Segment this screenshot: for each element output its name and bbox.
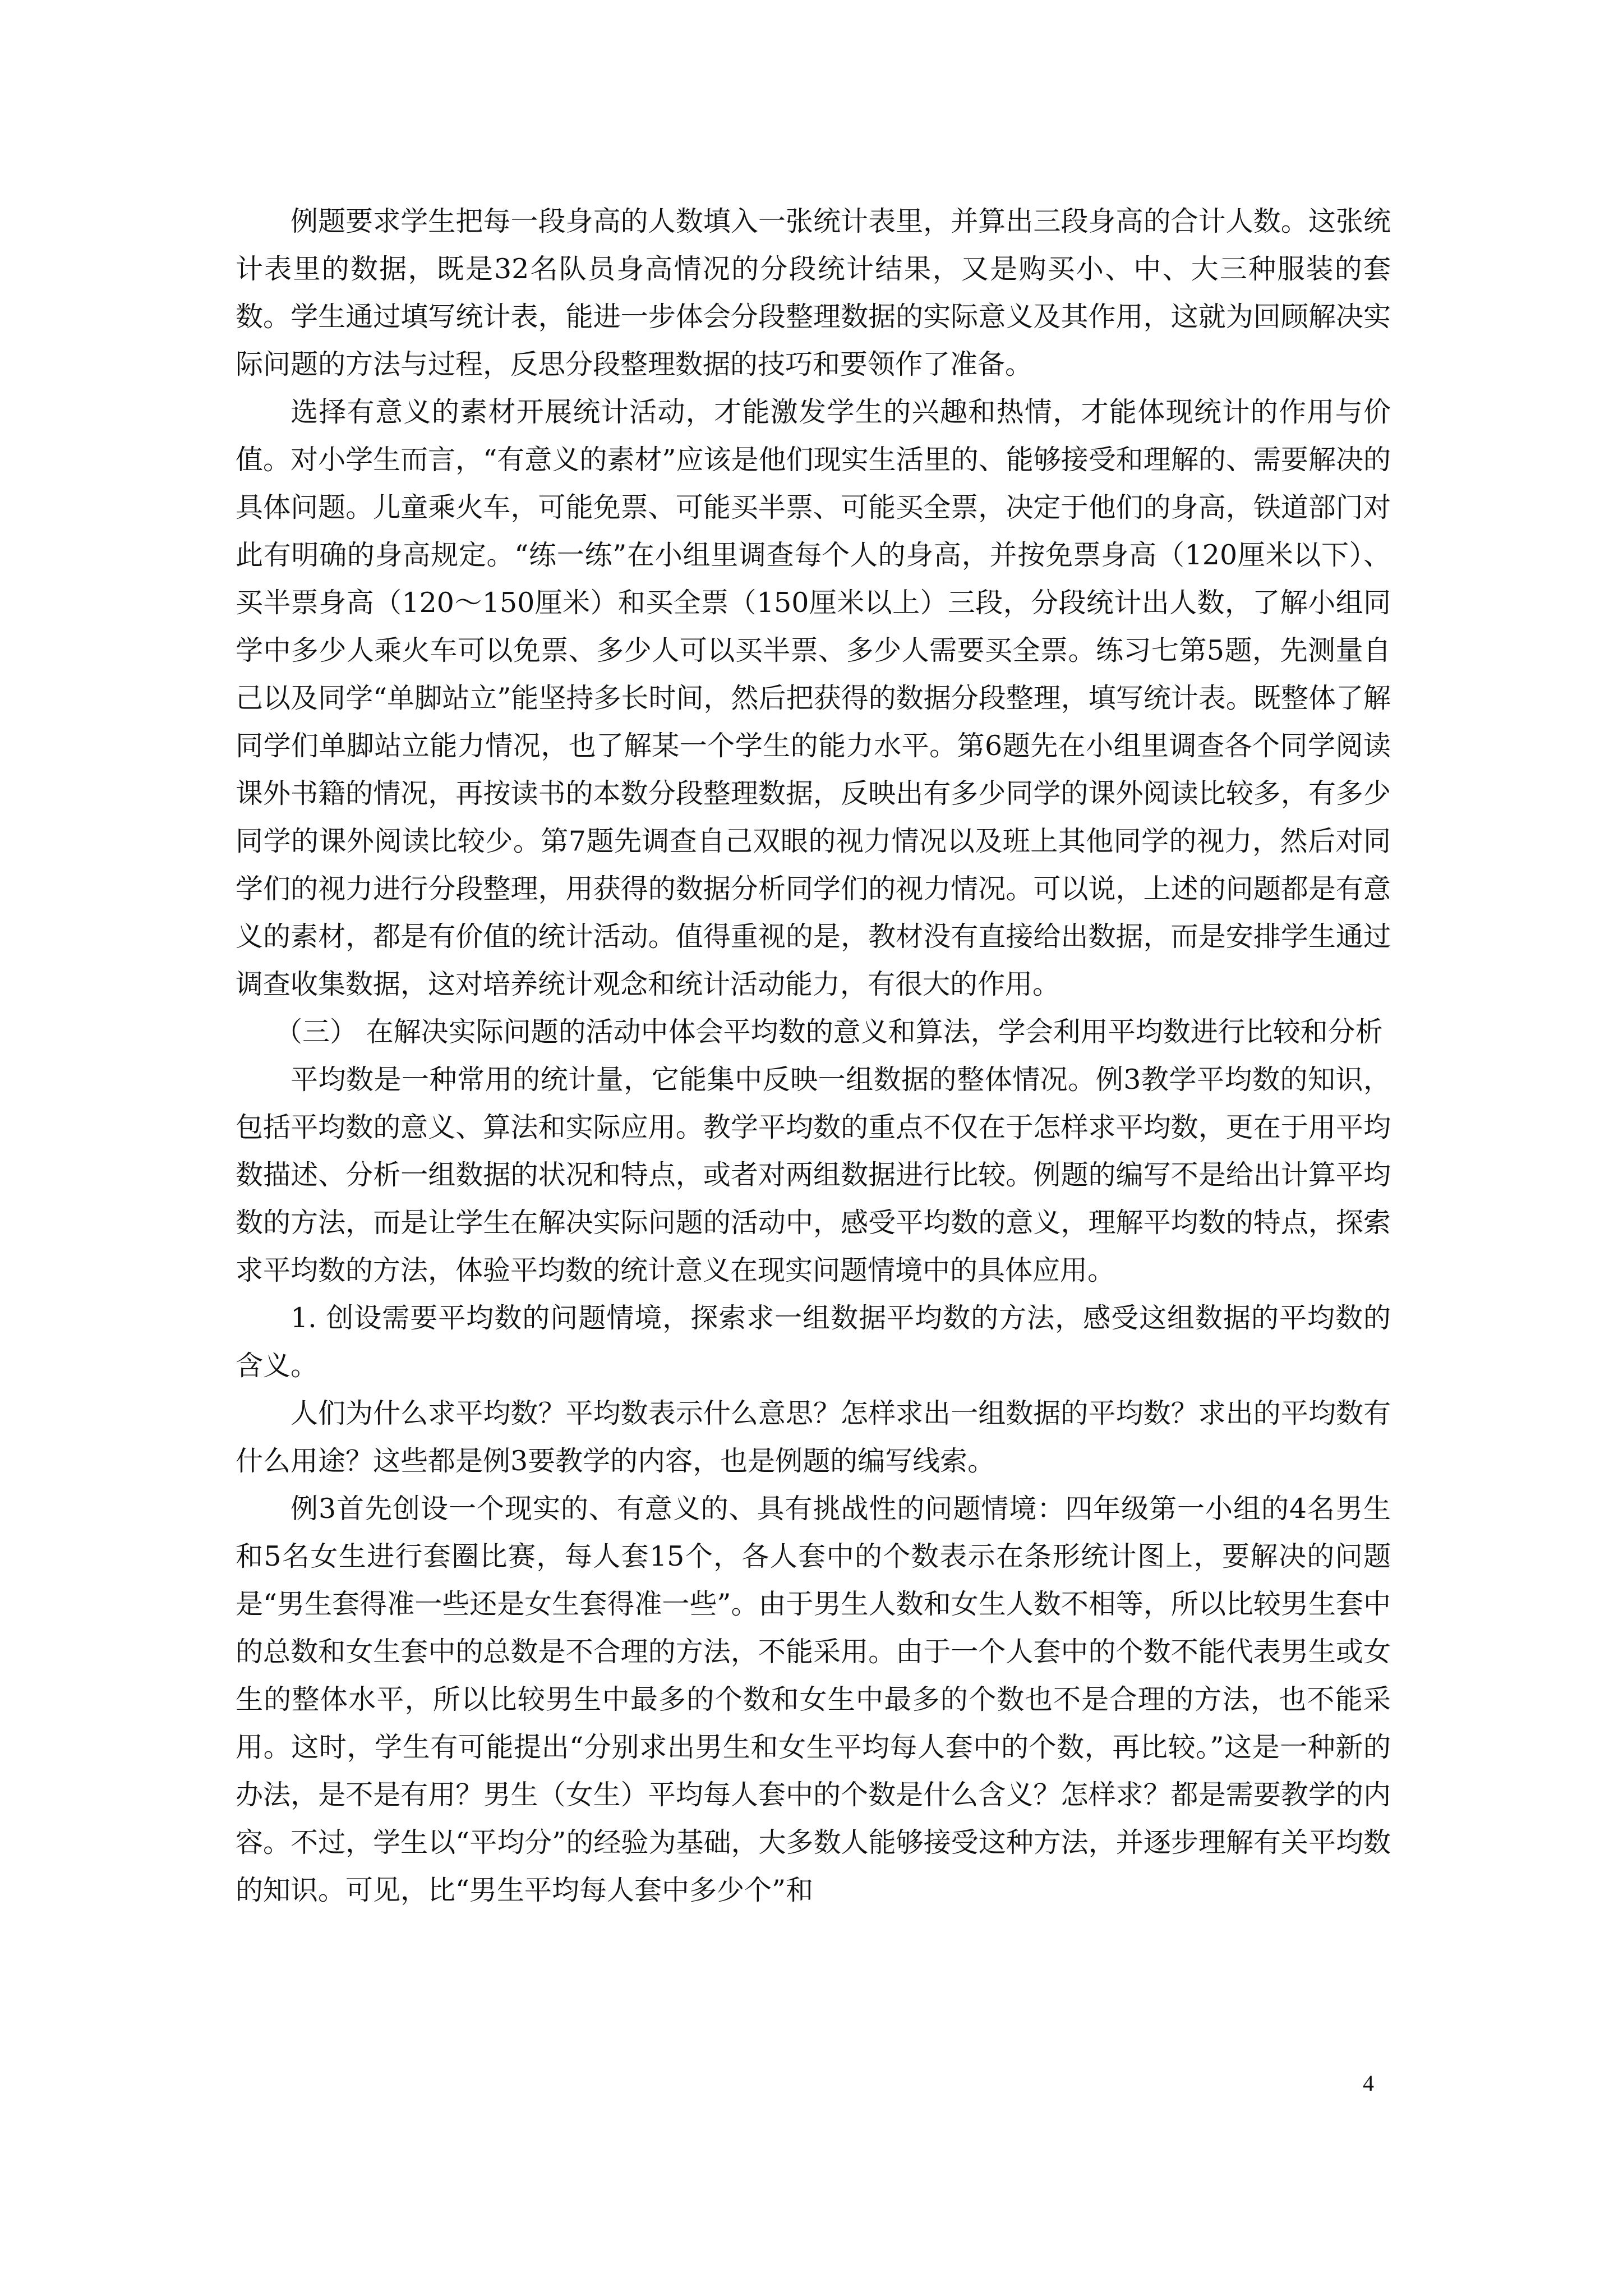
paragraph-average-intro: 平均数是一种常用的统计量，它能集中反映一组数据的整体情况。例3教学平均数的知识，包括平均数的意义、算法和实际应用。教学平均数的重点不仅在于怎样求平均数，更在于用平均数描述、分析一组数据的状况和特点，或者对两组数据进行比较。例题的编写不是给出计算平均数的方法，而是让学生在解决实际问题的活动中，感受平均数的意义，理解平均数的特点，探索求平均数的方法，体验平均数的统计意义在现实问题情境中的具体应用。 [236, 1064, 1391, 1286]
paragraph-example-3: 例3首先创设一个现实的、有意义的、具有挑战性的问题情境：四年级第一小组的4名男生和5名女生进行套圈比赛，每人套15个，各人套中的个数表示在条形统计图上，要解决的问题是“男生套得准一些还是女生套得准一些”。由于男生人数和女生人数不相等，所以比较男生套中的总数和女生套中的总数是不合理的方法，不能采用。由于一个人套中的个数不能代表男生或女生的整体水平，所以比较男生中最多的个数和女生中最多的个数也不是合理的方法，也不能采用。这时，学生有可能提出“分别求出男生和女生平均每人套中的个数，再比较。”这是一种新的办法，是不是有用？男生（女生）平均每人套中的个数是什么含义？怎样求？都是需要教学的内容。不过，学生以“平均分”的经验为基础，大多数人能够接受这种方法，并逐步理解有关平均数的知识。可见，比“男生平均每人套中多少个”和 [236, 1493, 1391, 1906]
page-number: 4 [1363, 2070, 1374, 2096]
paragraph-statistics-table: 例题要求学生把每一段身高的人数填入一张统计表里，并算出三段身高的合计人数。这张统计表里的数据，既是32名队员身高情况的分段统计结果，又是购买小、中、大三种服装的套数。学生通过填写统计表，能进一步体会分段整理数据的实际意义及其作用，这就为回顾解决实际问题的方法与过程，反思分段整理数据的技巧和要领作了准备。 [236, 205, 1391, 380]
section-heading-three: （三） 在解决实际问题的活动中体会平均数的意义和算法，学会利用平均数进行比较和分析 [275, 1016, 1383, 1048]
paragraph-why-average: 人们为什么求平均数？平均数表示什么意思？怎样求出一组数据的平均数？求出的平均数有什么用途？这些都是例3要教学的内容，也是例题的编写线索。 [236, 1397, 1391, 1477]
paragraph-meaningful-material: 选择有意义的素材开展统计活动，才能激发学生的兴趣和热情，才能体现统计的作用与价值。对小学生而言，“有意义的素材”应该是他们现实生活里的、能够接受和理解的、需要解决的具体问题。儿童乘火车，可能免票、可能买半票、可能买全票，决定于他们的身高，铁道部门对此有明确的身高规定。“练一练”在小组里调查每个人的身高，并按免票身高（120厘米以下）、买半票身高（120～150厘米）和买全票（150厘米以上）三段，分段统计出人数，了解小组同学中多少人乘火车可以免票、多少人可以买半票、多少人需要买全票。练习七第5题，先测量自己以及同学“单脚站立”能坚持多长时间，然后把获得的数据分段整理，填写统计表。既整体了解同学们单脚站立能力情况，也了解某一个学生的能力水平。第6题先在小组里调查各个同学阅读课外书籍的情况，再按读书的本数分段整理数据，反映出有多少同学的课外阅读比较多，有多少同学的课外阅读比较少。第7题先调查自己双眼的视力情况以及班上其他同学的视力，然后对同学们的视力进行分段整理，用获得的数据分析同学们的视力情况。可以说，上述的问题都是有意义的素材，都是有价值的统计活动。值得重视的是，教材没有直接给出数据，而是安排学生通过调查收集数据，这对培养统计观念和统计活动能力，有很大的作用。 [236, 396, 1391, 1000]
body-text [236, 197, 1391, 1914]
numbered-item-1: 1. 创设需要平均数的问题情境，探索求一组数据平均数的方法，感受这组数据的平均数的含义。 [236, 1302, 1391, 1382]
